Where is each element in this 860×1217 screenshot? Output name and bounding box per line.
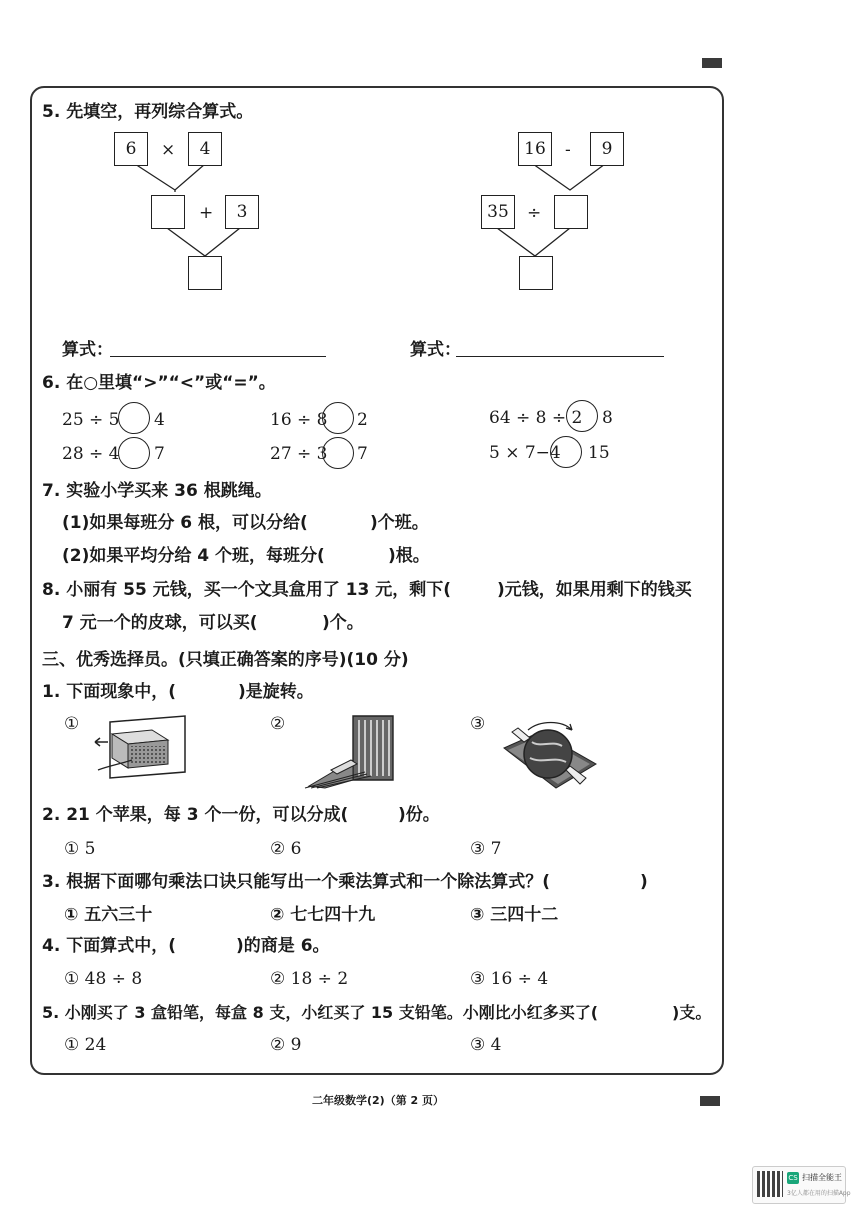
qr-code-icon <box>757 1171 783 1197</box>
q6-item-4-left: 28 ÷ 4 <box>62 444 120 464</box>
c5-option-1[interactable]: ① 24 <box>64 1035 107 1055</box>
globe-rotation-picture <box>500 712 600 792</box>
q6-item-4-right: 7 <box>154 444 165 464</box>
c2-option-2[interactable]: ② 6 <box>270 839 302 859</box>
right-box-a: 16 <box>518 132 552 166</box>
q5-title: 5. 先填空，再列综合算式。 <box>42 102 254 122</box>
c3-option-1[interactable]: ① 五六三十 <box>64 905 153 925</box>
right-formula-label: 算式： <box>410 340 461 360</box>
page-footer: 二年级数学(2)（第 2 页） <box>312 1094 445 1107</box>
c2-question-b: )份。 <box>398 805 440 825</box>
q8-line1-a: 8. 小丽有 55 元钱，买一个文具盒用了 13 元，剩下( <box>42 580 451 600</box>
c1-question-b: )是旋转。 <box>238 682 314 702</box>
press-picture <box>305 710 405 790</box>
q6-circle-4[interactable] <box>118 437 150 469</box>
c3-option-3[interactable]: ③ 三四十二 <box>470 905 559 925</box>
q6-circle-1[interactable] <box>118 402 150 434</box>
right-tree-lines <box>0 0 1 1</box>
left-box-b: 4 <box>188 132 222 166</box>
q6-item-2-left: 16 ÷ 8 <box>270 410 328 430</box>
q7-sub2-a: (2)如果平均分给 4 个班，每班分( <box>62 546 325 566</box>
c3-question-a: 3. 根据下面哪句乘法口诀只能写出一个乘法算式和一个除法算式？( <box>42 872 550 892</box>
right-blank-1[interactable] <box>554 195 588 229</box>
c4-option-2[interactable]: ② 18 ÷ 2 <box>270 969 349 989</box>
q6-circle-6[interactable] <box>550 436 582 468</box>
c2-option-1[interactable]: ① 5 <box>64 839 96 859</box>
q6-circle-2[interactable] <box>322 402 354 434</box>
c4-option-1[interactable]: ① 48 ÷ 8 <box>64 969 143 989</box>
q6-item-5-left: 27 ÷ 3 <box>270 444 328 464</box>
q7-sub1-b: )个班。 <box>370 513 429 533</box>
section3-title: 三、优秀选择员。(只填正确答案的序号)(10 分) <box>42 650 409 670</box>
left-formula-label: 算式： <box>62 340 113 360</box>
q8-line2-a: 7 元一个的皮球，可以买( <box>62 613 258 633</box>
scanner-tagline: 3亿人都在用的扫描App <box>787 1190 851 1197</box>
c2-option-3[interactable]: ③ 7 <box>470 839 502 859</box>
q6-circle-5[interactable] <box>322 437 354 469</box>
q6-item-3-right: 8 <box>602 408 613 428</box>
q8-line1-b: )元钱，如果用剩下的钱买 <box>497 580 692 600</box>
c3-question-b: ) <box>640 872 648 892</box>
q6-item-6-right: 15 <box>588 443 610 463</box>
left-op1: × <box>161 140 176 160</box>
c1-option-3-label[interactable]: ③ <box>470 714 486 734</box>
c5-option-2[interactable]: ② 9 <box>270 1035 302 1055</box>
q6-item-5-right: 7 <box>357 444 368 464</box>
c4-question-b: )的商是 6。 <box>236 936 330 956</box>
q6-title: 6. 在○里填“>”“<”或“=”。 <box>42 373 276 393</box>
c1-question-a: 1. 下面现象中，( <box>42 682 176 702</box>
q6-item-2-right: 2 <box>357 410 368 430</box>
right-box-c: 35 <box>481 195 515 229</box>
c3-option-2[interactable]: ② 七七四十九 <box>270 905 376 925</box>
c2-question-a: 2. 21 个苹果，每 3 个一份，可以分成( <box>42 805 349 825</box>
q7-sub2-b: )根。 <box>388 546 430 566</box>
scanner-name: 扫描全能王 <box>802 1173 842 1182</box>
drawer-picture <box>90 712 190 782</box>
corner-mark-bottom <box>700 1096 720 1106</box>
scanner-logo-icon: CS <box>788 1174 798 1182</box>
right-op1: - <box>565 140 571 160</box>
c5-option-3[interactable]: ③ 4 <box>470 1035 502 1055</box>
c4-question-a: 4. 下面算式中，( <box>42 936 176 956</box>
left-box-c: 3 <box>225 195 259 229</box>
left-box-a: 6 <box>114 132 148 166</box>
q6-item-1-right: 4 <box>154 410 165 430</box>
c1-option-2-label[interactable]: ② <box>270 714 286 734</box>
corner-mark-top <box>702 58 722 68</box>
q7-sub1-a: (1)如果每班分 6 根，可以分给( <box>62 513 308 533</box>
c4-option-3[interactable]: ③ 16 ÷ 4 <box>470 969 549 989</box>
q6-item-6-left: 5 × 7−4 <box>489 443 561 463</box>
right-op2: ÷ <box>527 203 542 223</box>
c5-question-a: 5. 小刚买了 3 盒铅笔，每盒 8 支，小红买了 15 支铅笔。小刚比小红多买了( <box>42 1003 599 1022</box>
q6-item-1-left: 25 ÷ 5 <box>62 410 120 430</box>
left-formula-line[interactable] <box>110 356 326 357</box>
right-box-b: 9 <box>590 132 624 166</box>
left-op2: + <box>199 203 214 223</box>
right-blank-result[interactable] <box>519 256 553 290</box>
left-blank-1[interactable] <box>151 195 185 229</box>
scanner-badge <box>752 1166 851 1204</box>
right-formula-line[interactable] <box>456 356 664 357</box>
q7-title: 7. 实验小学买来 36 根跳绳。 <box>42 481 272 501</box>
q8-line2-b: )个。 <box>322 613 364 633</box>
q6-item-3-left: 64 ÷ 8 ÷ 2 <box>489 408 583 428</box>
q6-circle-3[interactable] <box>566 400 598 432</box>
left-blank-result[interactable] <box>188 256 222 290</box>
c1-option-1-label[interactable]: ① <box>64 714 80 734</box>
c5-question-b: )支。 <box>672 1003 712 1022</box>
